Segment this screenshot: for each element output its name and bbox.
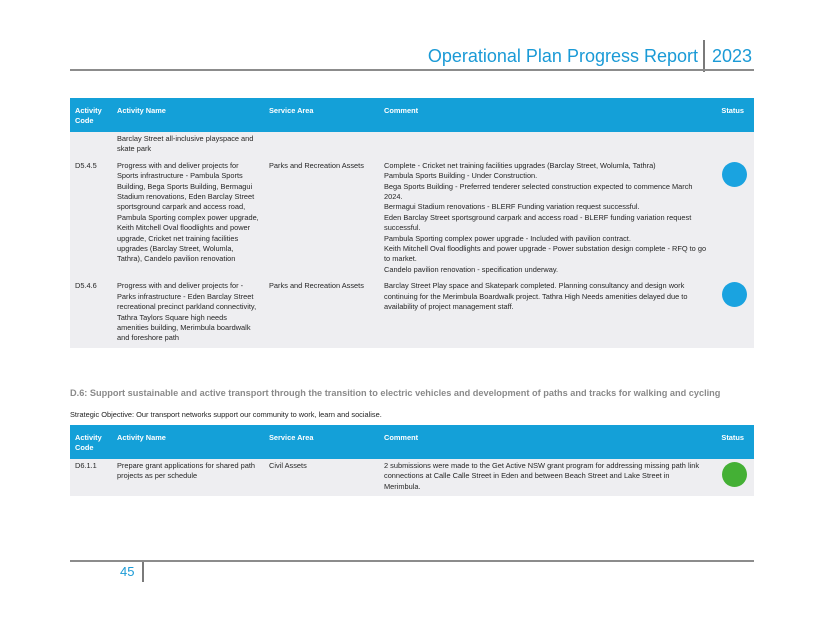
comment-line: 2 submissions were made to the Get Active NSW grant program for addressing missing path link connections at Calle Calle Street in Eden and between Beach Street and Lake Street in Merimbula. xyxy=(384,461,700,491)
col-status: Status xyxy=(712,425,754,459)
activity-table-d6 xyxy=(70,425,754,496)
activity-code-cell: D5.4.6 xyxy=(70,279,112,347)
activity-code-cell: D6.1.1 xyxy=(70,459,112,496)
col-comment: Comment xyxy=(379,425,712,459)
footer-divider xyxy=(142,562,144,582)
status-cell xyxy=(712,279,754,347)
header-rule xyxy=(70,69,754,71)
table-row xyxy=(70,159,754,279)
service-area-cell: Civil Assets xyxy=(264,459,379,496)
status-cell xyxy=(712,159,754,279)
status-cell xyxy=(712,459,754,496)
activity-name-cell: Progress with and deliver projects for - Parks infrastructure - Eden Barclay Street recreational precinct parkland connectivity, Tathra Taylors Square high needs amenities building, Merimbula boardwalk and foreshore path xyxy=(112,279,264,347)
comment-line: Pambula Sports Building - Under Construction. xyxy=(384,171,538,181)
section-heading-d6: D.6: Support sustainable and active transport through the transition to electric vehicles and development of paths and tracks for walking and cycling xyxy=(70,388,721,398)
service-area-cell xyxy=(264,132,379,159)
activity-table-d5 xyxy=(70,98,754,348)
comment-line: Bermagui Stadium renovations - BLERF Funding variation request successful. xyxy=(384,202,640,212)
comment-line: Keith Mitchell Oval floodlights and power upgrade - Power substation design complete - RFQ to go to market. xyxy=(384,244,707,264)
col-activity-code: Activity Code xyxy=(70,425,112,459)
footer-rule xyxy=(70,560,754,562)
table-row xyxy=(70,279,754,347)
page-number: 45 xyxy=(120,564,135,579)
report-title: Operational Plan Progress Report xyxy=(427,46,698,66)
comment-line: Barclay Street Play space and Skatepark completed. Planning consultancy and design work continuing for the Merimbula Boardwalk project. Tathra High Needs amenities delayed due to availability of project management staff. xyxy=(384,281,688,312)
status-indicator-green xyxy=(722,462,747,487)
comment-line: Bega Sports Building - Preferred tenderer selected construction expected to commence March 2024. xyxy=(384,181,693,202)
col-status: Status xyxy=(712,98,754,132)
comment-line: Eden Barclay Street sportsground carpark and access road - BLERF funding variation request successful. xyxy=(384,212,692,233)
status-indicator-blue xyxy=(722,162,747,187)
activity-code-cell xyxy=(70,132,112,159)
comment-cell xyxy=(379,459,712,496)
status-indicator-blue xyxy=(722,282,747,307)
comment-line: Pambula Sporting complex power upgrade - Included with pavilion contract. xyxy=(384,233,631,243)
header-divider xyxy=(703,40,705,72)
activity-name-cell: Progress with and deliver projects for Sports infrastructure - Pambula Sports Building, Bega Sports Building, Bermagui Stadium renovations, Eden Barclay Street sportsground carpark and access road, Pambula Sporting complex power upgrade, Keith Mitchell Oval floodlights and power upgrade, Cricket net training facilities upgrades (Barclay Street, Wolumla, Tathra), Candelo pavilion renovation xyxy=(112,159,264,279)
activity-code-cell: D5.4.5 xyxy=(70,159,112,279)
col-service-area: Service Area xyxy=(264,98,379,132)
col-activity-name: Activity Name xyxy=(112,425,264,459)
col-activity-name: Activity Name xyxy=(112,98,264,132)
report-year: 2023 xyxy=(712,46,753,66)
comment-cell xyxy=(379,159,712,279)
table-header-row xyxy=(70,98,754,132)
service-area-cell: Parks and Recreation Assets xyxy=(264,279,379,347)
status-cell xyxy=(712,132,754,159)
comment-line: Candelo pavilion renovation - specification underway. xyxy=(384,264,559,274)
col-service-area: Service Area xyxy=(264,425,379,459)
table-row xyxy=(70,132,754,159)
service-area-cell: Parks and Recreation Assets xyxy=(264,159,379,279)
table-header-row xyxy=(70,425,754,459)
strategic-objective: Strategic Objective: Our transport networks support our community to work, learn and socialise. xyxy=(70,410,382,419)
table-row xyxy=(70,459,754,496)
comment-cell xyxy=(379,132,712,159)
comment-line: Complete - Cricket net training facilities upgrades (Barclay Street, Wolumla, Tathra) xyxy=(384,160,656,170)
activity-name-cell: Barclay Street all-inclusive playspace and skate park xyxy=(112,132,264,159)
activity-name-cell: Prepare grant applications for shared path projects as per schedule xyxy=(112,459,264,496)
comment-cell xyxy=(379,279,712,347)
col-comment: Comment xyxy=(379,98,712,132)
col-activity-code: Activity Code xyxy=(70,98,112,132)
